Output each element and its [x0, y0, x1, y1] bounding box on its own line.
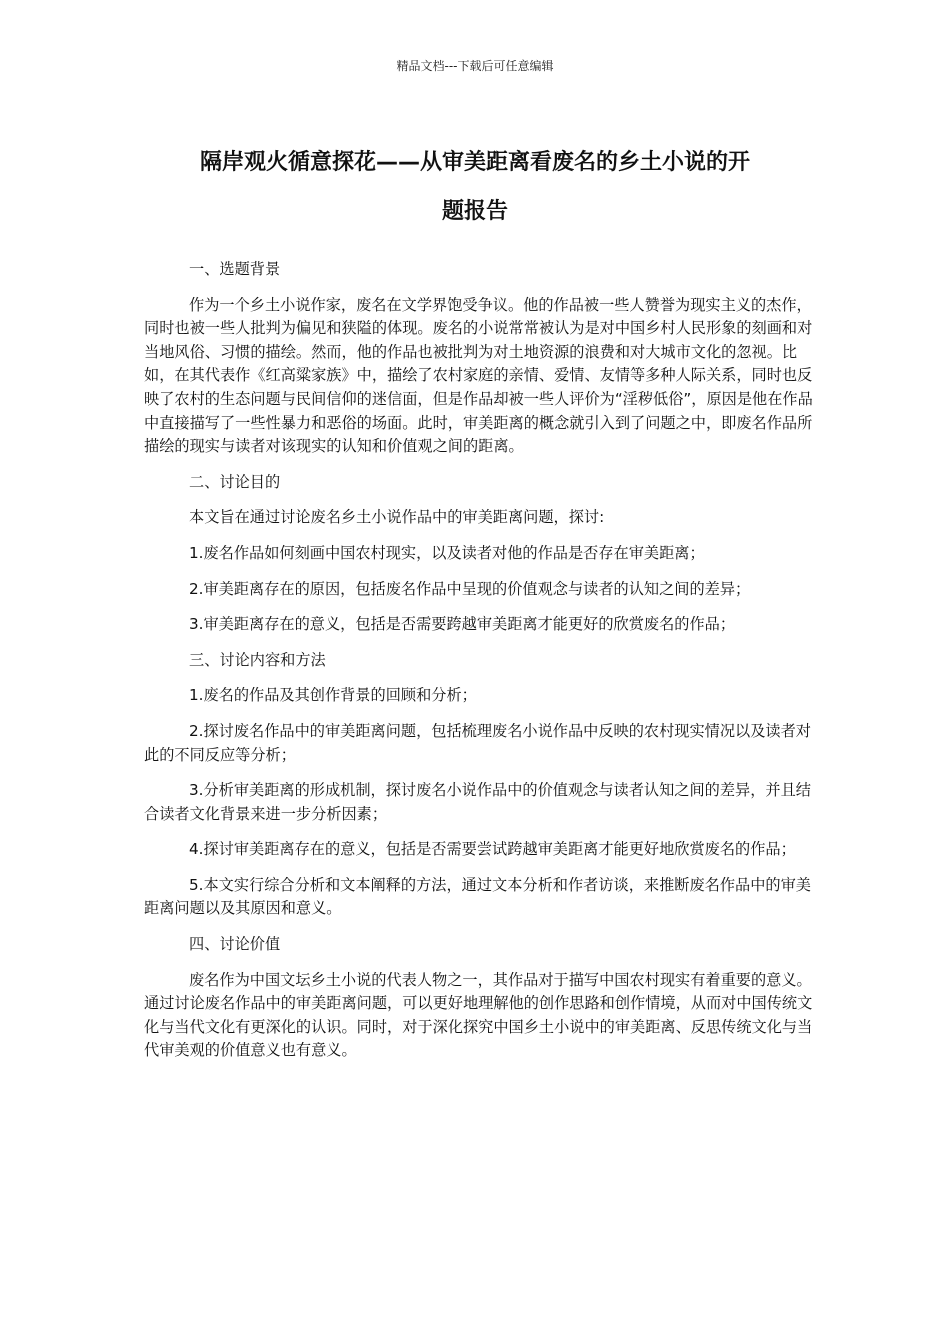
purpose-item: 1.废名作品如何刻画中国农村现实，以及读者对他的作品是否存在审美距离；	[189, 543, 705, 562]
section-heading-purpose: 二、讨论目的	[189, 472, 281, 491]
section-heading-value: 四、讨论价值	[189, 935, 281, 954]
method-item: 2.探讨废名作品中的审美距离问题，包括梳理废名小说作品中反映的农村现实情况以及读者对此的不同反应等分析；	[144, 721, 811, 764]
method-item: 5.本文实行综合分析和文本阐释的方法，通过文本分析和作者访谈，来推断废名作品中的审美距离问题以及其原因和意义。	[144, 875, 811, 918]
background-paragraph: 作为一个乡土小说作家，废名在文学界饱受争议。他的作品被一些人赞誉为现实主义的杰作，同时也被一些人批判为偏见和狭隘的体现。废名的小说常常被认为是对中国乡村人民形象的刻画和对当地风俗、习惯的描绘。然而，他的作品也被批判为对土地资源的浪费和对大城市文化的忽视。比如，在其代表作《红高粱家族》中，描绘了农村家庭的亲情、爱情、友情等多种人际关系，同时也反映了农村的生态问题与民间信仰的迷信面，但是作品却被一些人评价为“淫秽低俗”，原因是他在作品中直接描写了一些性暴力和恶俗的场面。此时，审美距离的概念就引入到了问题之中，即废名作品所描绘的现实与读者对该现实的认知和价值观之间的距离。	[144, 295, 813, 456]
purpose-item: 2.审美距离存在的原因，包括废名作品中呈现的价值观念与读者的认知之间的差异；	[189, 579, 751, 598]
method-item: 3.分析审美距离的形成机制，探讨废名小说作品中的价值观念与读者认知之间的差异，并且结合读者文化背景来进一步分析因素；	[144, 781, 811, 823]
purpose-item: 3.审美距离存在的意义，包括是否需要跨越审美距离才能更好的欣赏废名的作品；	[189, 615, 736, 634]
document-title	[120, 138, 830, 236]
section-heading-content-method: 三、讨论内容和方法	[189, 650, 326, 669]
header-note: 精品文档---下载后可任意编辑	[396, 59, 554, 73]
document-body	[144, 258, 814, 1063]
title-line-2: 题报告	[441, 199, 508, 224]
purpose-intro: 本文旨在通过讨论废名乡土小说作品中的审美距离问题，探讨:	[189, 508, 605, 527]
value-paragraph: 废名作为中国文坛乡土小说的代表人物之一，其作品对于描写中国农村现实有着重要的意义。通过讨论废名作品中的审美距离问题，可以更好地理解他的创作思路和创作情境，从而对中国传统文化与当代文化有更深化的认识。同时，对于深化探究中国乡土小说中的审美距离、反思传统文化与当代审美观的价值意义也有意义。	[144, 970, 813, 1060]
title-line-1: 隔岸观火循意探花——从审美距离看废名的乡土小说的开	[199, 150, 750, 175]
section-heading-background: 一、选题背景	[189, 260, 281, 278]
method-item: 1.废名的作品及其创作背景的回顾和分析；	[189, 686, 477, 705]
method-item: 4.探讨审美距离存在的意义，包括是否需要尝试跨越审美距离才能更好地欣赏废名的作品；	[189, 840, 796, 859]
